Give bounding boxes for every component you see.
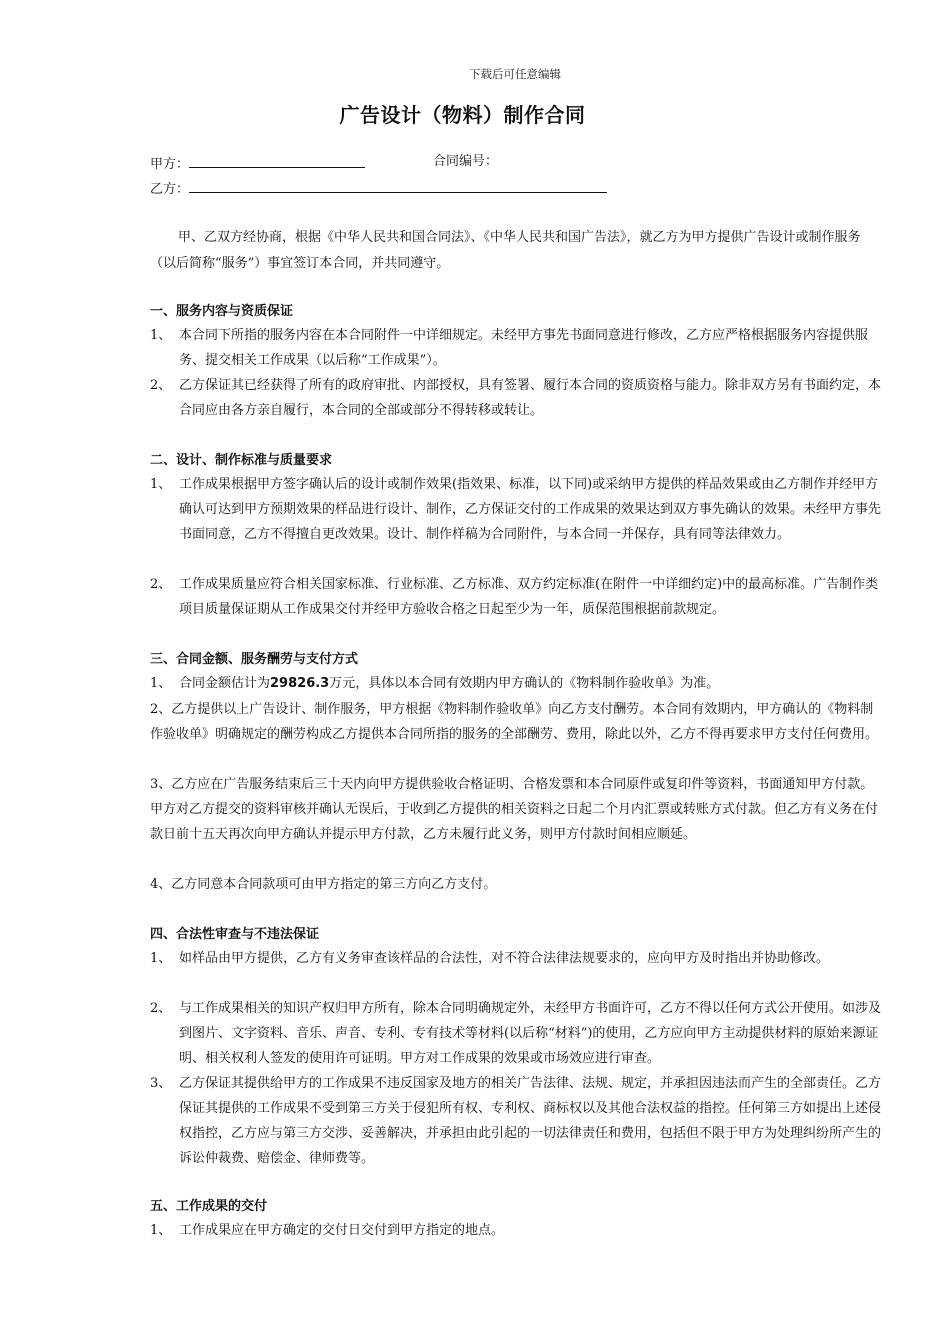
item-number: 1、 xyxy=(150,951,172,966)
section-4-item-2 xyxy=(150,996,890,1071)
party-a-label: 甲方： xyxy=(150,157,190,172)
item-number: 1、 xyxy=(150,328,172,343)
item-text: 工作成果应在甲方确定的交付日交付到甲方指定的地点。 xyxy=(179,1223,505,1238)
party-a-row xyxy=(150,152,365,172)
section-3-item-1 xyxy=(150,671,890,696)
intro-paragraph: 甲、乙双方经协商，根据《中华人民共和国合同法》、《中华人民共和国广告法》，就乙方为甲方提供广告设计或制作服务（以后简称“服务”）事宜签订本合同，并共同遵守。 xyxy=(150,230,861,271)
section-5-title: 五、工作成果的交付 xyxy=(150,1199,268,1214)
section-4-item-3 xyxy=(150,1071,890,1171)
section-1-item-2 xyxy=(150,373,890,423)
section-2-item-1 xyxy=(150,472,890,547)
item-number: 1、 xyxy=(150,477,172,492)
section-1-item-1 xyxy=(150,323,890,373)
header-note: 下载后可任意编辑 xyxy=(469,67,561,81)
section-4-title: 四、合法性审查与不违法保证 xyxy=(150,927,320,942)
item-text: 工作成果根据甲方签字确认后的设计或制作效果(指效果、标准，以下同)或采纳甲方提供的样品效果或由乙方制作并经甲方确认可达到甲方预期效果的样品进行设计、制作，乙方保证交付的工作成果的效果达到双方事先确认的效果。未经甲方事先书面同意，乙方不得擅自更改效果。设计、制作样稿为合同附件，与本合同一并保存，具有同等法律效力。 xyxy=(179,477,882,542)
item-number: 2、 xyxy=(150,577,172,592)
item-text: 乙方保证其已经获得了所有的政府审批、内部授权，具有签署、履行本合同的资质资格与能力。除非双方另有书面约定，本合同应由各方亲自履行，本合同的全部或部分不得转移或转让。 xyxy=(179,378,882,418)
party-a-blank[interactable] xyxy=(189,152,365,168)
item-number: 1、 xyxy=(150,1223,172,1238)
section-4-item-1 xyxy=(150,946,890,971)
amount-suffix: 万元，具体以本合同有效期内甲方确认的《物料制作验收单》为准。 xyxy=(329,676,720,691)
item-number: 2、 xyxy=(150,378,172,393)
document-title: 广告设计（物料）制作合同 xyxy=(339,103,586,127)
section-3-title: 三、合同金额、服务酬劳与支付方式 xyxy=(150,652,359,667)
item-number: 2、 xyxy=(150,1001,172,1016)
section-2-item-2 xyxy=(150,572,890,622)
item-text: 如样品由甲方提供，乙方有义务审查该样品的合法性，对不符合法律法规要求的，应向甲方及时指出并协助修改。 xyxy=(179,951,830,966)
section-3-para-3: 3、乙方应在广告服务结束后三十天内向甲方提供验收合格证明、合格发票和本合同原件或复印件等资料，书面通知甲方付款。甲方对乙方提交的资料审核并确认无误后，于收到乙方提供的相关资料之日起二个月内汇票或转账方式付款。但乙方有义务在付款日前十五天再次向甲方确认并提示甲方付款，乙方未履行此义务，则甲方付款时间相应顺延。 xyxy=(150,777,879,842)
contract-amount: 29826.3 xyxy=(270,676,330,691)
item-text: 工作成果质量应符合相关国家标准、行业标准、乙方标准、双方约定标准(在附件一中详细约定)中的最高标准。广告制作类项目质量保证期从工作成果交付并经甲方验收合格之日起至少为一年，质保范围根据前款规定。 xyxy=(179,577,879,617)
section-3-para-4: 4、乙方同意本合同款项可由甲方指定的第三方向乙方支付。 xyxy=(150,877,497,892)
contract-number-label: 合同编号： xyxy=(433,154,499,169)
item-number: 3、 xyxy=(150,1076,172,1091)
item-number: 1、 xyxy=(150,676,172,691)
item-text: 本合同下所指的服务内容在本合同附件一中详细规定。未经甲方事先书面同意进行修改，乙方应严格根据服务内容提供服务、提交相关工作成果（以后称“工作成果”）。 xyxy=(179,328,869,368)
party-b-label: 乙方： xyxy=(150,182,190,197)
section-5-item-1 xyxy=(150,1218,890,1243)
section-2-title: 二、设计、制作标准与质量要求 xyxy=(150,453,333,468)
section-3-para-2: 2、乙方提供以上广告设计、制作服务，甲方根据《物料制作验收单》向乙方支付酬劳。本合同有效期内，甲方确认的《物料制作验收单》明确规定的酬劳构成乙方提供本合同所指的服务的全部酬劳、费用，除此以外，乙方不得再要求甲方支付任何费用。 xyxy=(150,702,879,742)
amount-prefix: 合同金额估计为 xyxy=(179,676,271,691)
item-text: 与工作成果相关的知识产权归甲方所有，除本合同明确规定外，未经甲方书面许可，乙方不得以任何方式公开使用。如涉及到图片、文字资料、音乐、声音、专利、专有技术等材料(以后称“材料”)的使用，乙方应向甲方主动提供材料的原始来源证明、相关权利人签发的使用许可证明。甲方对工作成果的效果或市场效应进行审查。 xyxy=(179,1001,882,1066)
item-text xyxy=(150,671,890,696)
party-b-blank[interactable] xyxy=(189,177,607,193)
party-b-row xyxy=(150,177,607,197)
item-text: 乙方保证其提供给甲方的工作成果不违反国家及地方的相关广告法律、法规、规定，并承担因违法而产生的全部责任。乙方保证其提供的工作成果不受到第三方关于侵犯所有权、专利权、商标权以及其他合法权益的指控。任何第三方如提出上述侵权指控，乙方应与第三方交涉、妥善解决，并承担由此引起的一切法律责任和费用，包括但不限于甲方为处理纠纷所产生的诉讼仲裁费、赔偿金、律师费等。 xyxy=(179,1076,882,1166)
section-1-title: 一、服务内容与资质保证 xyxy=(150,304,294,319)
